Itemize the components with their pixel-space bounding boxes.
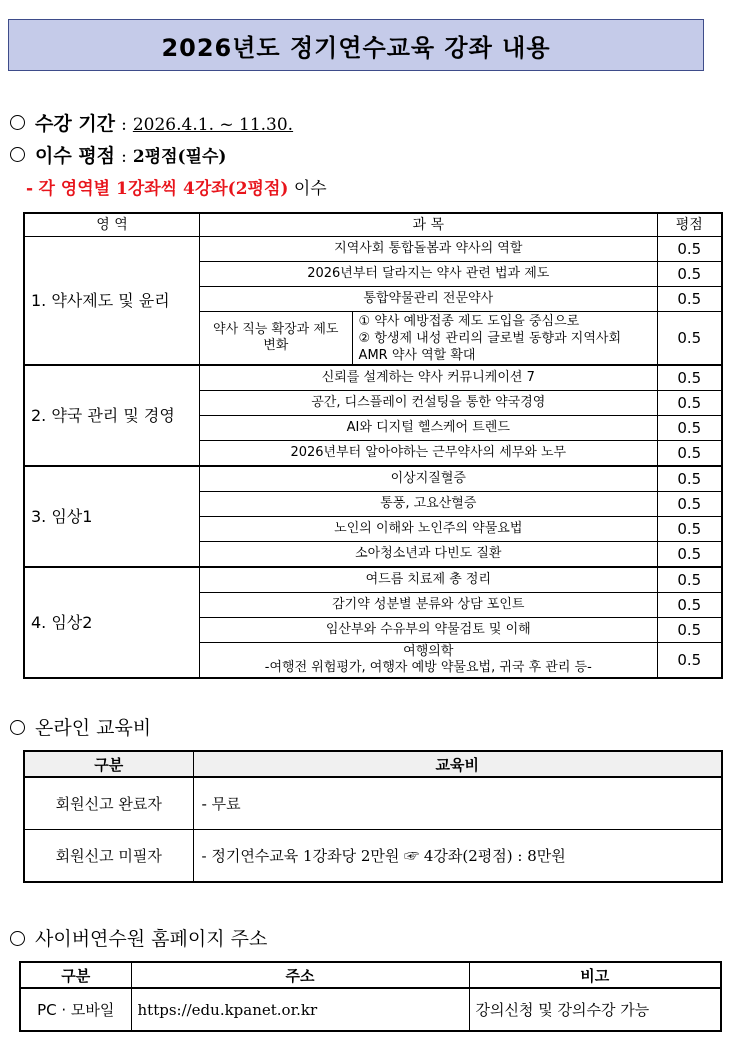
- subject-main-cell: 약사 직능 확장과 제도 변화: [199, 312, 352, 366]
- fee-header-category: 구분: [24, 751, 193, 777]
- subject-cell: 소아청소년과 다빈도 질환: [199, 542, 657, 568]
- fee-table: [23, 750, 723, 883]
- period-value: 2026.4.1. ~ 11.30.: [132, 115, 294, 135]
- header-subject: 과 목: [199, 213, 657, 237]
- area-cell: 2. 약국 관리 및 경영: [24, 365, 199, 466]
- credit-colon: :: [121, 147, 127, 167]
- credit-label: 이수 평점: [35, 145, 116, 167]
- score-cell: 0.5: [657, 262, 722, 287]
- period-colon: :: [121, 115, 127, 135]
- score-cell: 0.5: [657, 517, 722, 542]
- score-cell: 0.5: [657, 643, 722, 679]
- circle-bullet-icon: [10, 147, 25, 162]
- course-table: [23, 212, 723, 679]
- site-heading-text: 사이버연수원 홈페이지 주소: [35, 928, 268, 950]
- credit-line: [10, 141, 226, 168]
- fee-header-fee: 교육비: [193, 751, 722, 777]
- score-cell: 0.5: [657, 237, 722, 262]
- fee-value-cell: - 정기연수교육 1강좌당 2만원 ☞ 4강좌(2평점) : 8만원: [193, 830, 722, 883]
- score-cell: 0.5: [657, 441, 722, 467]
- page-title: 2026년도 정기연수교육 강좌 내용: [8, 19, 704, 71]
- site-note-cell: 강의신청 및 강의수강 가능: [469, 988, 721, 1031]
- score-cell: 0.5: [657, 391, 722, 416]
- note-dash: -: [26, 179, 34, 199]
- period-line: [10, 109, 293, 136]
- site-header-address: 주소: [131, 962, 469, 988]
- subject-cell: 공간, 디스플레이 컨설팅을 통한 약국경영: [199, 391, 657, 416]
- fee-category-cell: 회원신고 미필자: [24, 830, 193, 883]
- subject-sub-2: ② 항생제 내성 관리의 글로벌 동향과 지역사회 AMR 약사 역할 확대: [358, 330, 622, 363]
- subject-line-2: -여행전 위험평가, 여행자 예방 약물요법, 귀국 후 관리 등-: [264, 660, 592, 675]
- subject-cell: AI와 디지털 헬스케어 트렌드: [199, 416, 657, 441]
- site-header-note: 비고: [469, 962, 721, 988]
- area-cell: 1. 약사제도 및 윤리: [24, 237, 199, 366]
- area-cell: 4. 임상2: [24, 567, 199, 678]
- score-cell: 0.5: [657, 618, 722, 643]
- fee-heading-text: 온라인 교육비: [35, 717, 152, 739]
- subject-cell: 통풍, 고요산혈증: [199, 492, 657, 517]
- subject-cell: 여드름 치료제 총 정리: [199, 567, 657, 593]
- subject-sub-cell: [352, 312, 657, 366]
- site-category-cell: PC · 모바일: [20, 988, 131, 1031]
- note-line: [26, 174, 327, 199]
- header-score: 평점: [657, 213, 722, 237]
- period-label: 수강 기간: [35, 113, 116, 135]
- subject-cell: 통합약물관리 전문약사: [199, 287, 657, 312]
- score-cell: 0.5: [657, 593, 722, 618]
- subject-cell: 이상지질혈증: [199, 466, 657, 492]
- subject-cell: [199, 643, 657, 679]
- site-heading: [10, 924, 267, 951]
- fee-value-cell: - 무료: [193, 777, 722, 830]
- site-table: [19, 961, 722, 1032]
- note-suffix: 이수: [293, 179, 327, 199]
- score-cell: 0.5: [657, 466, 722, 492]
- header-area: 영 역: [24, 213, 199, 237]
- score-cell: 0.5: [657, 542, 722, 568]
- credit-value: 2평점(필수): [132, 147, 227, 167]
- subject-cell: 2026년부터 알아야하는 근무약사의 세무와 노무: [199, 441, 657, 467]
- subject-cell: 감기약 성분별 분류와 상담 포인트: [199, 593, 657, 618]
- score-cell: 0.5: [657, 312, 722, 366]
- subject-line-1: 여행의학: [403, 644, 454, 659]
- fee-category-cell: 회원신고 완료자: [24, 777, 193, 830]
- subject-sub-1: ① 약사 예방접종 제도 도입을 중심으로: [358, 313, 580, 329]
- score-cell: 0.5: [657, 492, 722, 517]
- circle-bullet-icon: [10, 115, 25, 130]
- circle-bullet-icon: [10, 931, 25, 946]
- area-cell: 3. 임상1: [24, 466, 199, 567]
- site-address-link[interactable]: https://edu.kpanet.or.kr: [131, 988, 469, 1031]
- subject-cell: 노인의 이해와 노인주의 약물요법: [199, 517, 657, 542]
- fee-heading: [10, 713, 151, 740]
- score-cell: 0.5: [657, 567, 722, 593]
- subject-cell: 임산부와 수유부의 약물검토 및 이해: [199, 618, 657, 643]
- site-header-category: 구분: [20, 962, 131, 988]
- note-highlight: 각 영역별 1강좌씩 4강좌(2평점): [38, 179, 289, 199]
- score-cell: 0.5: [657, 365, 722, 391]
- subject-cell: 지역사회 통합돌봄과 약사의 역할: [199, 237, 657, 262]
- score-cell: 0.5: [657, 287, 722, 312]
- subject-cell: 2026년부터 달라지는 약사 관련 법과 제도: [199, 262, 657, 287]
- subject-cell: 신뢰를 설계하는 약사 커뮤니케이션 7: [199, 365, 657, 391]
- score-cell: 0.5: [657, 416, 722, 441]
- circle-bullet-icon: [10, 720, 25, 735]
